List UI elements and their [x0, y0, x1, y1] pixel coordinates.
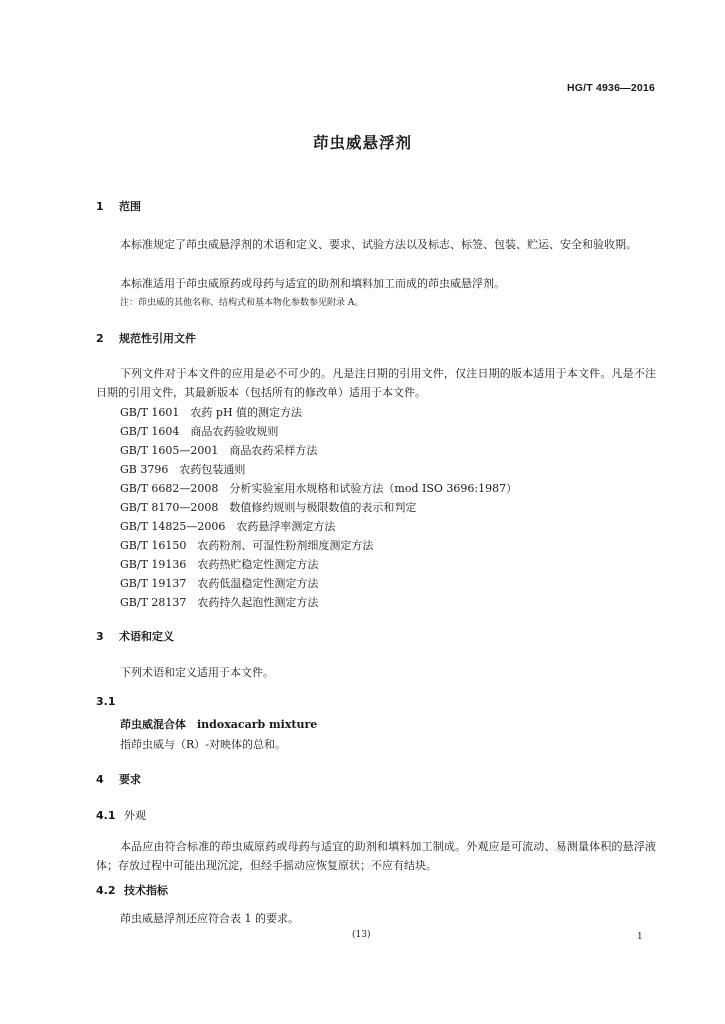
- reference-item: GB/T 19136 农药热贮稳定性测定方法: [120, 558, 319, 571]
- scope-note: 注：茚虫威的其他名称、结构式和基本物化参数参见附录 A。: [120, 298, 364, 308]
- terms-intro: 下列术语和定义适用于本文件。: [120, 666, 274, 679]
- section-title: 术语和定义: [119, 630, 174, 643]
- scope-paragraph-1: 本标准规定了茚虫威悬浮剂的术语和定义、要求、试验方法以及标志、标签、包装、贮运、安全和验收期。: [120, 238, 637, 251]
- reference-item: GB/T 1601 农药 pH 值的测定方法: [120, 406, 303, 419]
- term-entry: [120, 716, 317, 732]
- section-title: 规范性引用文件: [119, 332, 196, 345]
- subsection-4-1-heading: [96, 807, 146, 823]
- section-number: 4: [96, 773, 104, 786]
- term-english: indoxacarb mixture: [197, 718, 318, 731]
- subsection-3-1-number: 3.1: [96, 695, 116, 708]
- reference-item: GB/T 28137 农药持久起泡性测定方法: [120, 596, 319, 609]
- section-number: 1: [96, 200, 104, 213]
- footer-center-mark: (13): [352, 930, 371, 940]
- section-number: 2: [96, 332, 104, 345]
- technical-indicators-paragraph: 茚虫威悬浮剂还应符合表 1 的要求。: [120, 912, 299, 925]
- reference-item: GB/T 8170—2008 数值修约规则与极限数值的表示和判定: [120, 501, 417, 514]
- references-intro: 下列文件对于本文件的应用是必不可少的。凡是注日期的引用文件，仅注日期的版本适用于本文件。凡是不注日期的引用文件，其最新版本（包括所有的修改单）适用于本文件。: [96, 367, 656, 399]
- section-title: 范围: [119, 200, 141, 213]
- reference-item: GB 3796 农药包装通则: [120, 463, 246, 476]
- reference-item: GB/T 1605—2001 商品农药采样方法: [120, 444, 318, 457]
- reference-item: GB/T 19137 农药低温稳定性测定方法: [120, 577, 319, 590]
- section-2-heading: [96, 330, 196, 346]
- standard-code: HG/T 4936—2016: [566, 82, 655, 94]
- scope-paragraph-2: 本标准适用于茚虫威原药或母药与适宜的助剂和填料加工而成的茚虫威悬浮剂。: [120, 277, 505, 290]
- page-number: 1: [637, 932, 643, 942]
- reference-item: GB/T 6682—2008 分析实验室用水规格和试验方法（mod ISO 3696:1987）: [120, 482, 518, 495]
- subsection-4-2-heading: [96, 882, 168, 898]
- section-4-heading: [96, 771, 141, 787]
- subsection-title: 技术指标: [124, 884, 168, 897]
- term-chinese: 茚虫威混合体: [120, 718, 186, 731]
- section-1-heading: [96, 198, 141, 214]
- subsection-number: 4.1: [96, 809, 116, 822]
- section-title: 要求: [119, 773, 141, 786]
- document-title: 茚虫威悬浮剂: [312, 134, 412, 152]
- reference-item: GB/T 1604 商品农药验收规则: [120, 425, 279, 438]
- section-3-heading: [96, 628, 174, 644]
- term-definition: 指茚虫威与（R）-对映体的总和。: [120, 738, 286, 751]
- reference-item: GB/T 16150 农药粉剂、可湿性粉剂细度测定方法: [120, 539, 374, 552]
- appearance-paragraph: 本品应由符合标准的茚虫威原药或母药与适宜的助剂和填料加工制成。外观应是可流动、易测量体积的悬浮液体；存放过程中可能出现沉淀，但经手摇动应恢复原状；不应有结块。: [96, 840, 656, 872]
- subsection-title: 外观: [124, 809, 146, 822]
- reference-item: GB/T 14825—2006 农药悬浮率测定方法: [120, 520, 336, 533]
- subsection-number: 4.2: [96, 884, 116, 897]
- section-number: 3: [96, 630, 104, 643]
